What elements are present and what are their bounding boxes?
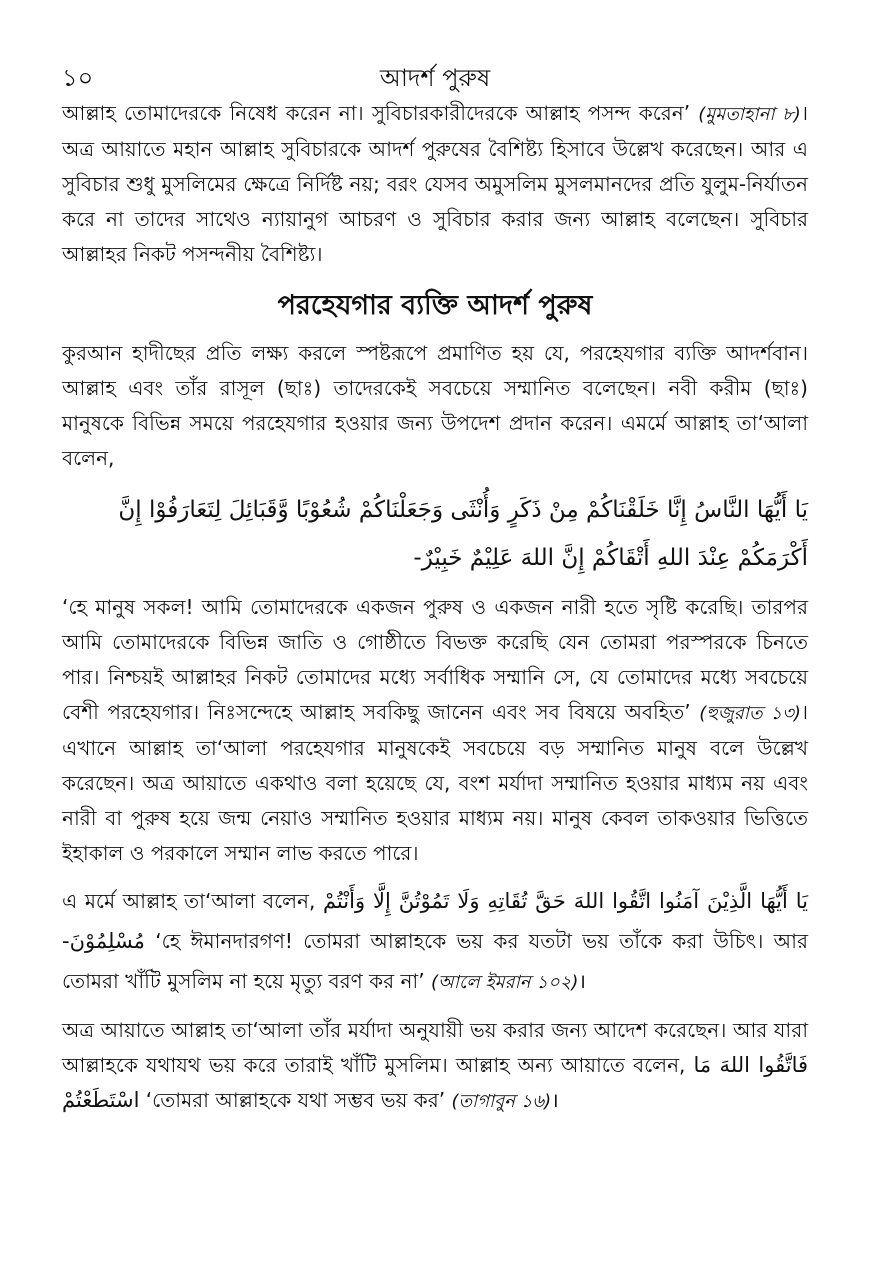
paragraph-text: । অত্র আয়াতে মহান আল্লাহ সুবিচারকে আদর্শ পুরুষের বৈশিষ্ট্য হিসাবে উল্লেখ করেছেন। আর এ সুবিচার শুধু মুসলিমের ক্ষেত্রে নির্দিষ্ট নয়; বরং যেসব অমুসলিম মুসলমানদের প্রতি যুলুম-নির্যাতন করে না তাদের সাথেও ন্যায়ানুগ আচরণ ও সুবিচার করার জন্য আল্লাহ বলেছেন। সুবিচার আল্লাহর নিকট পসন্দনীয় বৈশিষ্ট্য।	[62, 101, 808, 266]
paragraph-taghabun	[62, 1013, 808, 1119]
running-title: আদর্শ পুরুষ	[379, 64, 491, 92]
arabic-inline-verse: يَا أَيُّهَا الَّذِيْنَ آمَنُوا اتَّقُوا اللهَ حَقَّ تُقَاتِهِ وَلَا تَمُوْتُنَّ إِلَّا وَأَنْتُمْ مُسْلِمُوْنَ-	[62, 889, 808, 953]
paragraph-text: ‘হে ঈমানদারগণ! তোমরা আল্লাহকে ভয় কর যতটা ভয় তাঁকে করা উচিৎ। আর তোমরা খাঁটি মুসলিম না হয়ে মৃত্যু বরণ কর না’	[62, 929, 808, 993]
paragraph-text: আল্লাহ তোমাদেরকে নিষেধ করেন না। সুবিচারকারীদেরকে আল্লাহ পসন্দ করেন’	[62, 101, 699, 125]
paragraph-text: ‘হে মানুষ সকল! আমি তোমাদেরকে একজন পুরুষ ও একজন নারী হতে সৃষ্টি করেছি। তারপর আমি তোমাদেরকে বিভিন্ন জাতি ও গোষ্ঠীতে বিভক্ত করেছি যেন তোমরা পরস্পরকে চিনতে পার। নিশ্চয়ই আল্লাহর নিকট তোমাদের মধ্যে সর্বাধিক সম্মানি সে, যে তোমাদের মধ্যে সবচেয়ে বেশী পরহেযগার। নিঃসন্দেহে আল্লাহ সবকিছু জানেন এবং সব বিষয়ে অবহিত’	[62, 595, 808, 724]
citation: (হুজুরাত ১৩)	[699, 703, 801, 724]
arabic-inline-verse: فَاتَّقُوا اللهَ مَا اسْتَطَعْتُمْ	[62, 1053, 809, 1112]
paragraph-text: ।	[551, 1088, 559, 1112]
paragraph-text: অত্র আয়াতে আল্লাহ তা‘আলা তাঁর মর্যাদা অনুযায়ী ভয় করার জন্য আদেশ করেছেন। আর যারা আল্লাহকে যথাযথ ভয় করে তারাই খাঁটি মুসলিম। আল্লাহ অন্য আয়াতে বলেন,	[62, 1018, 808, 1077]
page-number: ১০	[62, 64, 94, 92]
page	[62, 48, 808, 1119]
paragraph-imran-verse	[62, 881, 808, 1003]
citation: (মুমতাহানা ৮)	[698, 104, 801, 125]
paragraph-text: । এখানে আল্লাহ তা‘আলা পরহেযগার মানুষকেই সবচেয়ে বড় সম্মানিত মানুষ বলে উল্লেখ করেছেন। অত্র আয়াতে একথাও বলা হয়েছে যে, বংশ মর্যাদা সম্মানিত হওয়ার মাধ্যম নয় এবং নারী বা পুরুষ হয়ে জন্ম নেয়াও সম্মানিত হওয়ার মাধ্যম নয়। মানুষ কেবল তাকওয়ার ভিত্তিতে ইহাকাল ও পরকালে সম্মান লাভ করতে পারে।	[62, 700, 808, 865]
arabic-verse: يَا أَيُّهَا النَّاسُ إِنَّا خَلَقْنَاكُمْ مِنْ ذَكَرٍ وَأُنْثَى وَجَعَلْنَاكُمْ شُعُوْبًا وَّقَبَائِلَ لِتَعَارَفُوْا إِنَّ أَكْرَمَكُمْ عِنْدَ اللهِ أَتْقَاكُمْ إِنَّ اللهَ عَلِيْمٌ خَبِيْرٌ-	[118, 497, 808, 571]
paragraph-text: ।	[578, 969, 586, 993]
paragraph-text: ‘তোমরা আল্লাহকে যথা সম্ভব ভয় কর’	[139, 1088, 452, 1112]
paragraph-translation	[62, 590, 808, 871]
page-header	[62, 48, 808, 96]
citation: (আলে ইমরান ১০২)	[430, 972, 579, 993]
citation: (তাগাবুন ১৬)	[451, 1091, 552, 1112]
paragraph-pious-intro: কুরআন হাদীছের প্রতি লক্ষ্য করলে স্পষ্টরূপে প্রমাণিত হয় যে, পরহেযগার ব্যক্তি আদর্শবান। আল্লাহ এবং তাঁর রাসূল (ছাঃ) তাদেরকেই সবচেয়ে সম্মানিত বলেছেন। নবী করীম (ছাঃ) মানুষকে বিভিন্ন সময়ে পরহেযগার হওয়ার জন্য উপদেশ প্রদান করেন। এমর্মে আল্লাহ তা‘আলা বলেন,	[62, 341, 808, 470]
section-heading: পরহেযগার ব্যক্তি আদর্শ পুরুষ	[277, 290, 593, 321]
paragraph-justice	[62, 96, 808, 272]
paragraph-text: এ মর্মে আল্লাহ তা‘আলা বলেন,	[62, 889, 323, 913]
